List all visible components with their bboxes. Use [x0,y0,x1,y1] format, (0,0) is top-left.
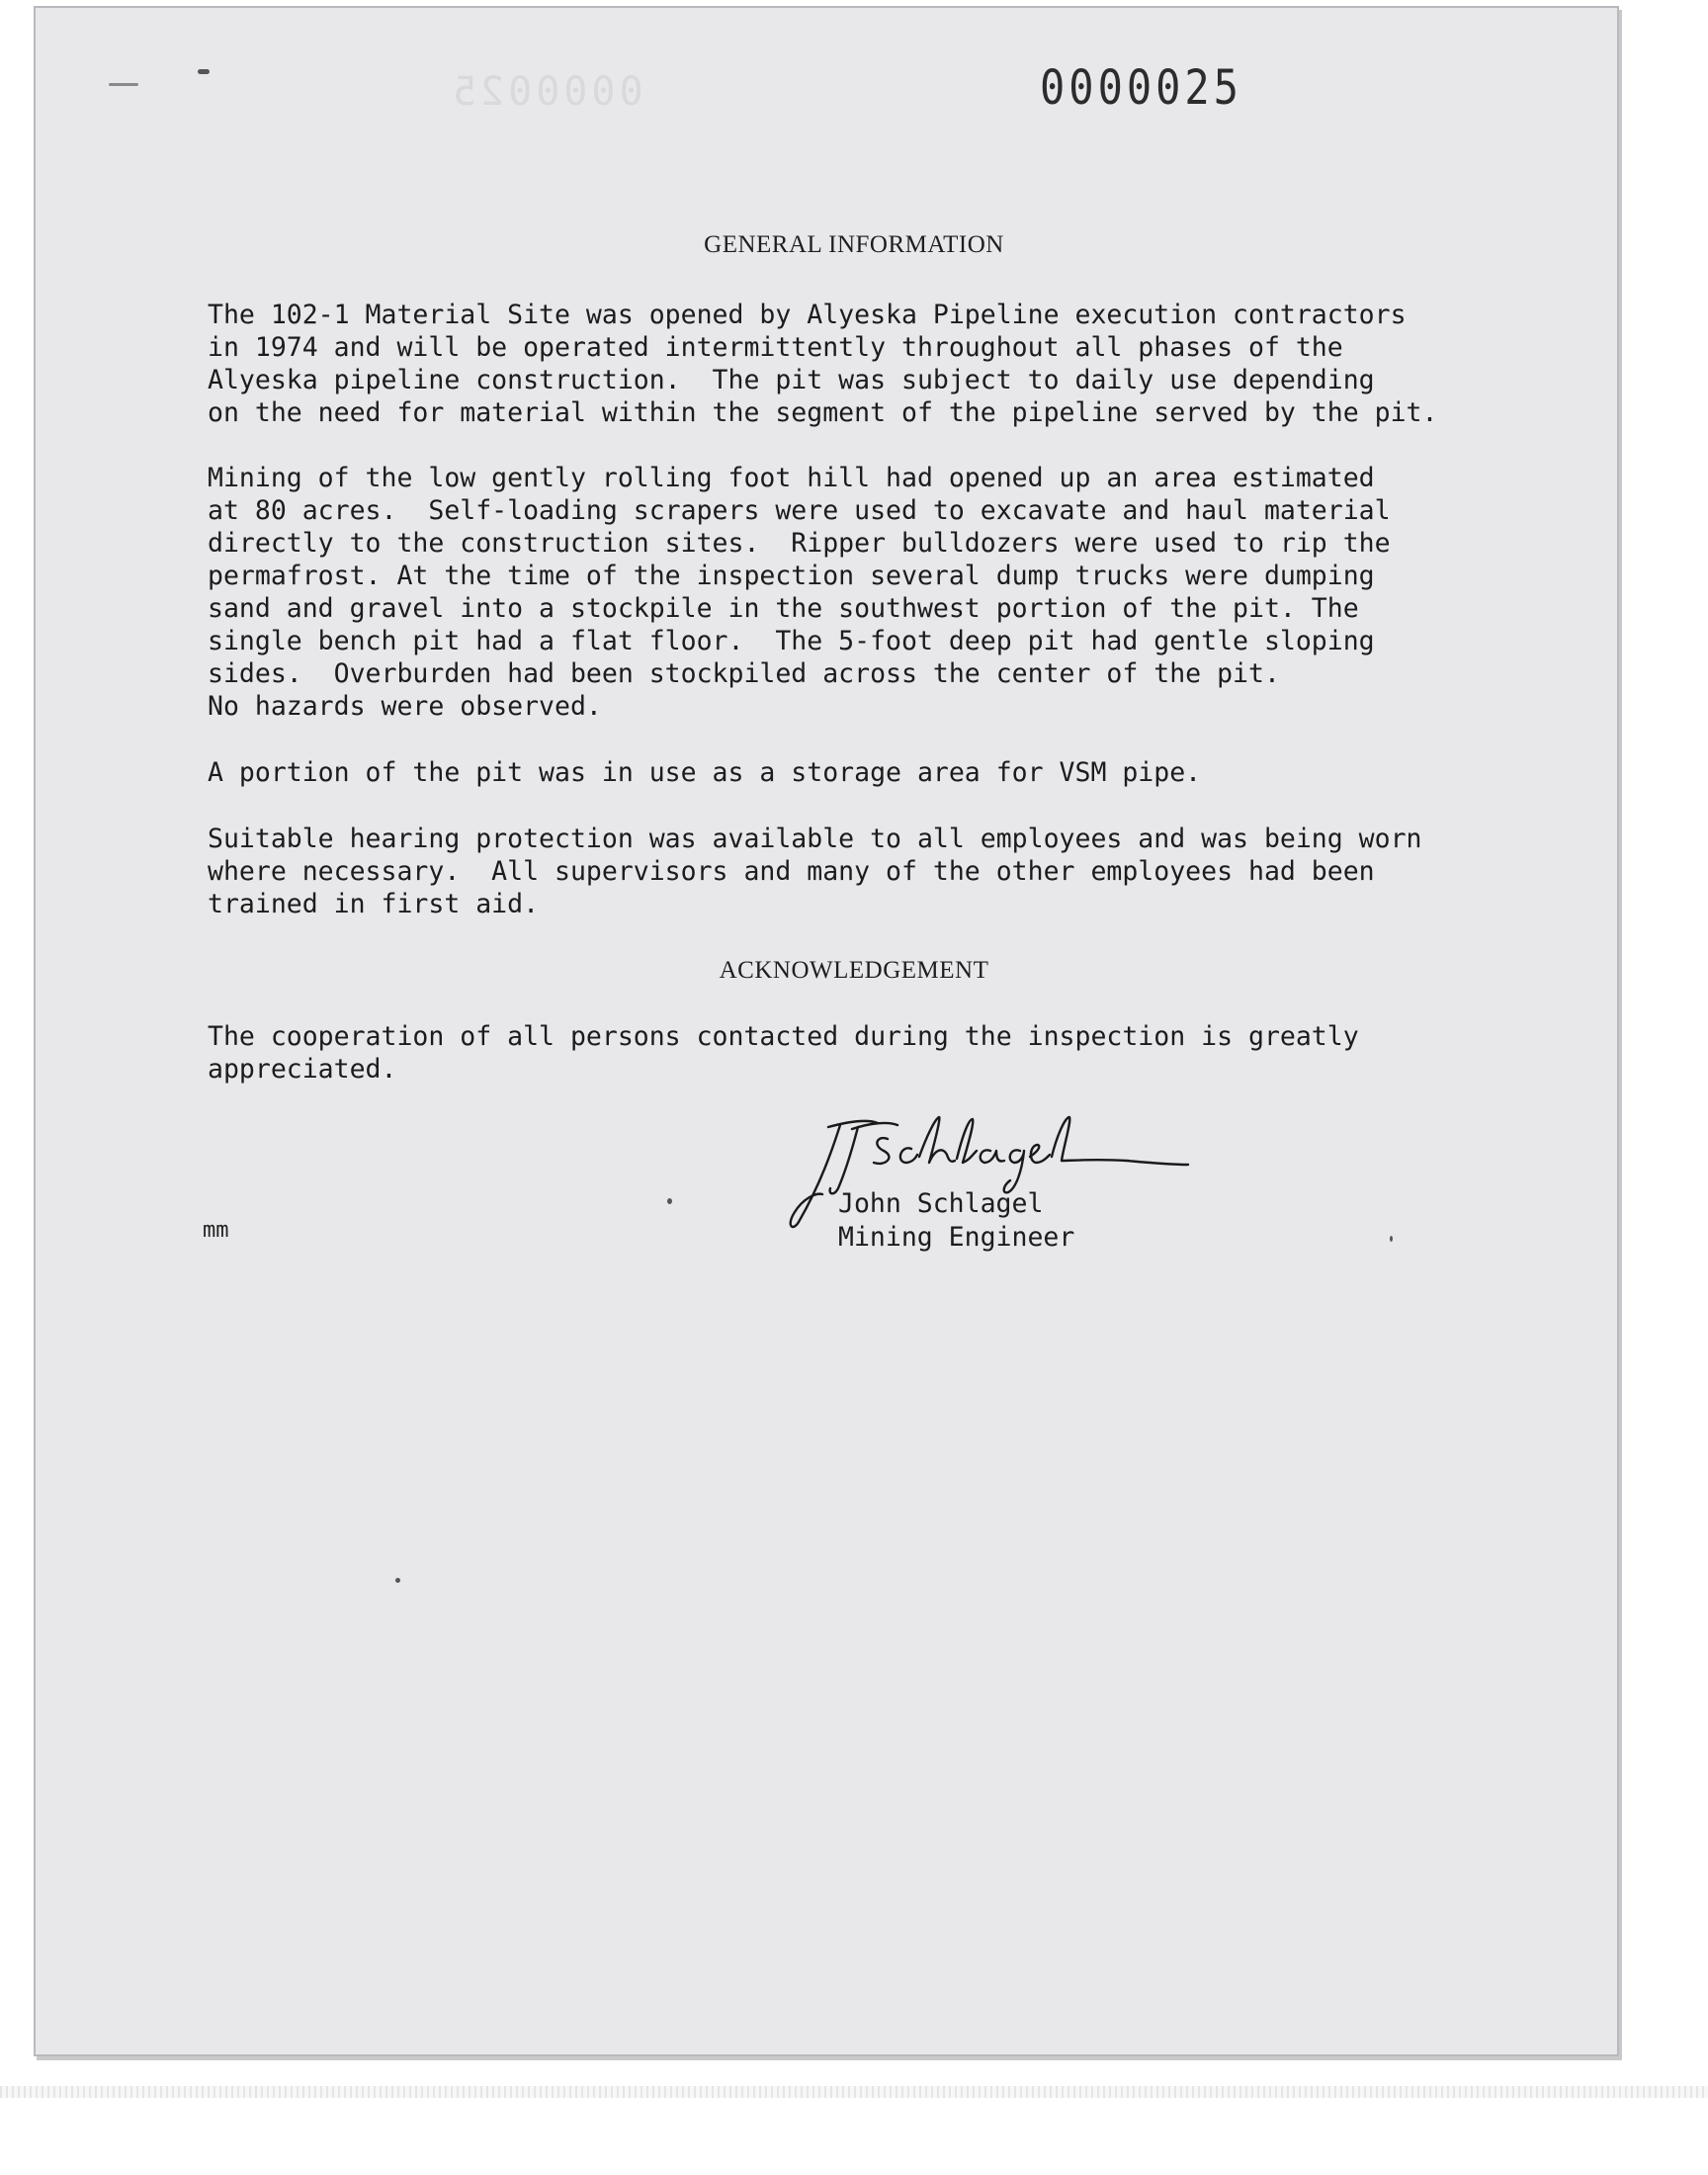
signatory-title: Mining Engineer [838,1222,1075,1253]
paragraph-site-opening: The 102-1 Material Site was opened by Alyeska Pipeline execution contractors in 1974 and will be operated intermittently throughout all phases of the Alyeska pipeline construction. The pit was subject to daily use depending on the need for material within the segment of the pipeline served by the pit. [208,300,1438,428]
scan-speck [1390,1236,1393,1242]
scan-edge-artifact [0,2086,1708,2098]
scan-speck [395,1578,400,1583]
typist-initials: mm [203,1218,229,1243]
paragraph-safety: Suitable hearing protection was available to all employees and was being worn where necessary. All supervisors and many of the other employees had been trained in first aid. [208,824,1422,919]
paragraph-acknowledgement: The cooperation of all persons contacted during the inspection is greatly appreciated. [208,1021,1359,1085]
bleed-through-page-number: 0000025 [449,69,643,115]
section-heading-general-information: GENERAL INFORMATION [704,231,1004,258]
signatory-name: John Schlagel [838,1188,1044,1219]
paragraph-mining-operations: Mining of the low gently rolling foot hill had opened up an area estimated at 80 acres. Self-loading scrapers were used to excavate and haul material directly to the construction sites. Ripper bulldozers were used to rip the permafrost. At the time of the inspection several dump trucks were dumping sand and gravel into a stockpile in the southwest portion of the pit. The single bench pit had a flat floor. The 5-foot deep pit had gentle sloping sides. Overburden had been stockpiled across the center of the pit. No hazards were observed. [208,463,1391,722]
scan-speck [667,1198,672,1204]
page-number: 0000025 [1040,59,1243,116]
scan-speck [198,69,210,74]
paragraph-vsm-pipe-storage: A portion of the pit was in use as a storage area for VSM pipe. [208,757,1202,788]
scan-speck [109,83,138,86]
section-heading-acknowledgement: ACKNOWLEDGEMENT [719,957,989,984]
